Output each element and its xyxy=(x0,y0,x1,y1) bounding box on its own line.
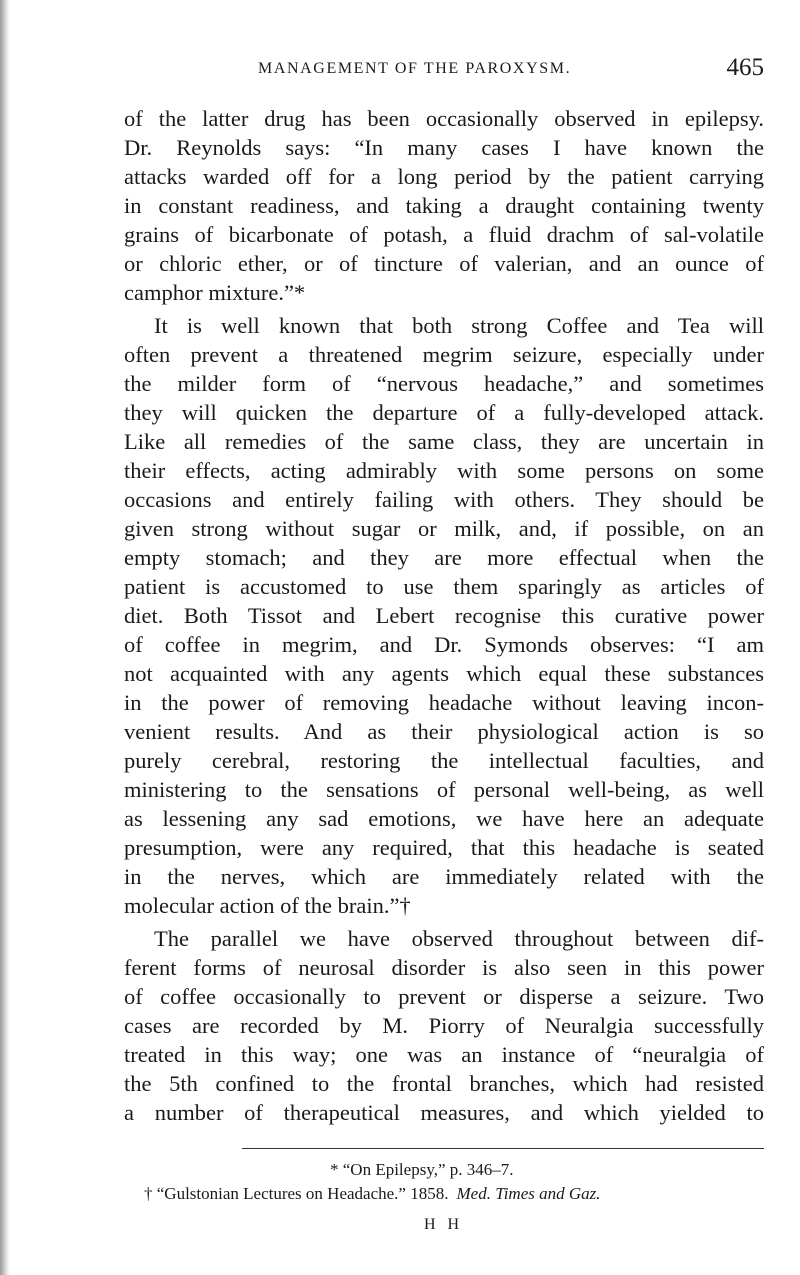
text-line: molecular action of the brain.”† xyxy=(124,893,411,918)
text-line: presumption, were any required, that this headache is seated xyxy=(124,835,764,860)
running-title: MANAGEMENT OF THE PAROXYSM. xyxy=(258,60,572,77)
text-line: they will quicken the departure of a fully-developed attack. xyxy=(124,400,764,425)
text-line: empty stomach; and they are more effectual when the xyxy=(124,545,764,570)
footnote-gulstonian-text: † “Gulstonian Lectures on Headache.” 1858. xyxy=(144,1184,449,1203)
text-line: attacks warded off for a long period by the patient carrying xyxy=(124,164,764,189)
text-line: the 5th confined to the frontal branches, which had resisted xyxy=(124,1071,764,1096)
text-line: their effects, acting admirably with some persons on some xyxy=(124,458,764,483)
text-line: of the latter drug has been occasionally observed in epilepsy. xyxy=(124,106,764,131)
text-line: in the nerves, which are immediately related with the xyxy=(124,864,764,889)
body-text xyxy=(124,104,764,1127)
text-line: ministering to the sensations of personal well-being, as well xyxy=(124,777,764,802)
text-line: camphor mixture.”* xyxy=(124,280,306,305)
text-line: of coffee occasionally to prevent or disperse a seizure. Two xyxy=(124,984,764,1009)
page-number: 465 xyxy=(726,54,764,81)
text-line: given strong without sugar or milk, and, if possible, on an xyxy=(124,516,764,541)
text-line: or chloric ether, or of tincture of valerian, and an ounce of xyxy=(124,251,764,276)
text-line: not acquainted with any agents which equal these substances xyxy=(124,661,764,686)
text-line: ferent forms of neurosal disorder is also seen in this power xyxy=(124,955,764,980)
footnote-epilepsy: * “On Epilepsy,” p. 346–7. xyxy=(330,1160,514,1179)
text-line: Like all remedies of the same class, they are uncertain in xyxy=(124,429,764,454)
text-line: in constant readiness, and taking a draught containing twenty xyxy=(124,193,764,218)
text-line: occasions and entirely failing with others. They should be xyxy=(124,487,764,512)
text-line: in the power of removing headache without leaving incon- xyxy=(124,690,764,715)
binding-shadow xyxy=(0,0,10,1275)
text-line: purely cerebral, restoring the intellectual faculties, and xyxy=(124,748,764,773)
text-line: It is well known that both strong Coffee and Tea will xyxy=(154,313,764,338)
page-header xyxy=(124,54,764,90)
text-line: often prevent a threatened megrim seizure, especially under xyxy=(124,342,764,367)
text-line: Dr. Reynolds says: “In many cases I have known the xyxy=(124,135,764,160)
text-line: as lessening any sad emotions, we have here an adequate xyxy=(124,806,764,831)
text-line: cases are recorded by M. Piorry of Neuralgia successfully xyxy=(124,1013,764,1038)
text-line: patient is accustomed to use them sparingly as articles of xyxy=(124,574,764,599)
text-line: The parallel we have observed throughout between dif- xyxy=(154,926,764,951)
text-line: venient results. And as their physiological action is so xyxy=(124,719,764,744)
footnotes xyxy=(124,1158,764,1206)
footnote-source: Med. Times and Gaz. xyxy=(456,1184,601,1203)
text-line: of coffee in megrim, and Dr. Symonds observes: “I am xyxy=(124,632,764,657)
footnote-gulstonian xyxy=(124,1182,764,1206)
text-line: diet. Both Tissot and Lebert recognise this curative power xyxy=(124,603,764,628)
text-line: grains of bicarbonate of potash, a fluid drachm of sal-volatile xyxy=(124,222,764,247)
text-line: the milder form of “nervous headache,” and sometimes xyxy=(124,371,764,396)
footnote-rule xyxy=(242,1148,764,1149)
text-line: a number of therapeutical measures, and which yielded to xyxy=(124,1100,764,1125)
signature-mark: H H xyxy=(424,1216,464,1233)
text-line: treated in this way; one was an instance of “neuralgia of xyxy=(124,1042,764,1067)
